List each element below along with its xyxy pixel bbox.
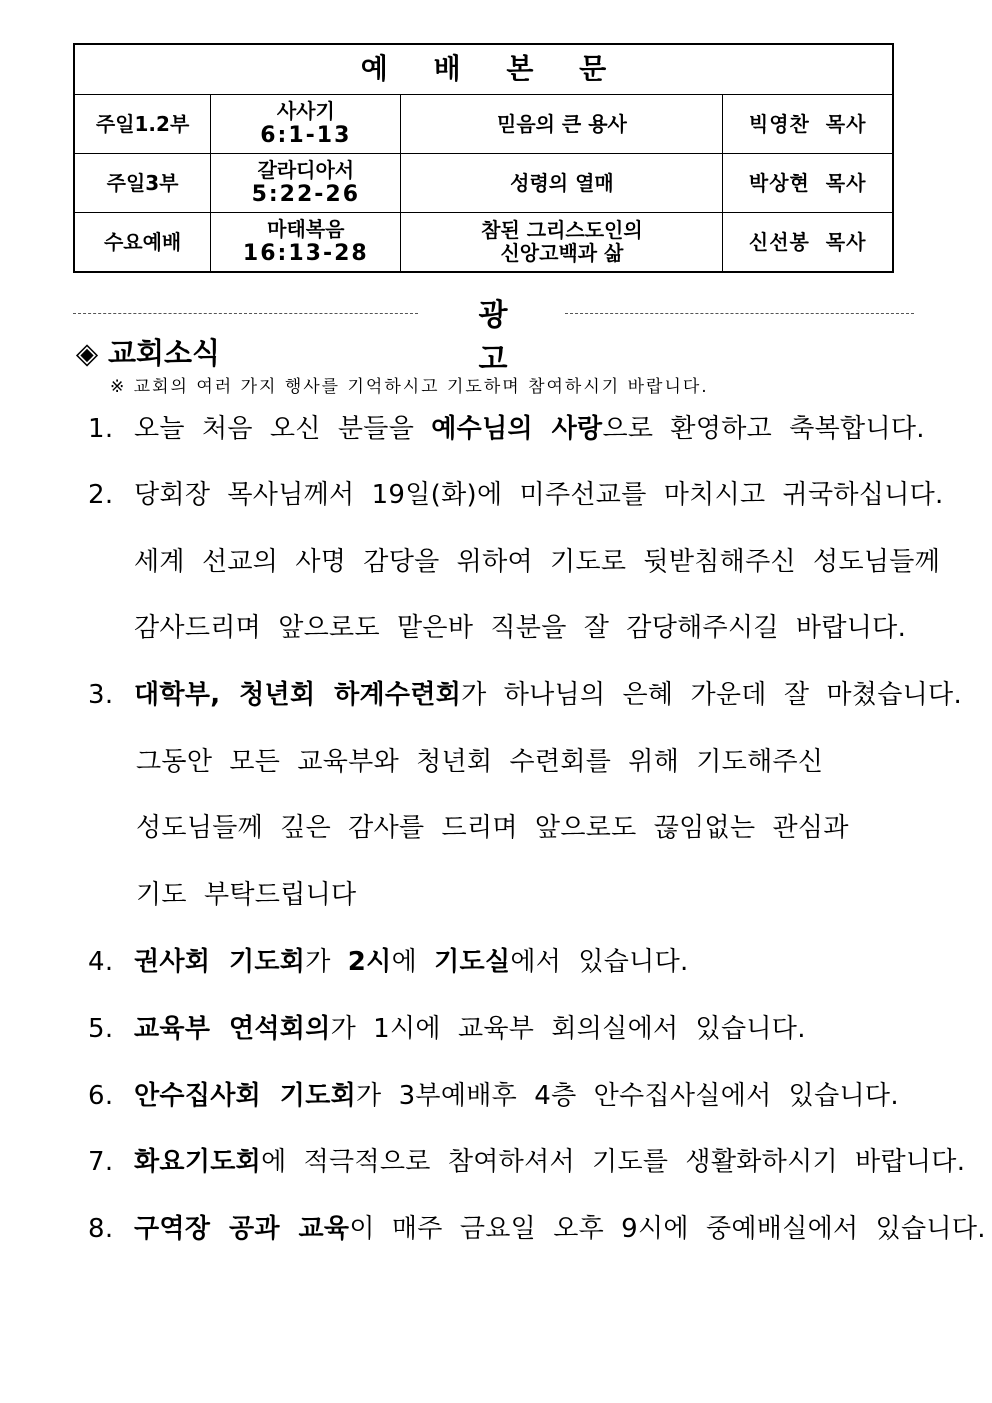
notice-item-number: 2. xyxy=(88,480,114,510)
sermon-title xyxy=(401,95,723,154)
sermon-title xyxy=(401,154,723,213)
service-name: 주일1.2부 xyxy=(74,95,211,154)
notice-item-line xyxy=(88,1141,965,1178)
service-name: 주일3부 xyxy=(74,154,211,213)
notice-item-line xyxy=(88,674,962,711)
dashed-rule-left xyxy=(73,313,418,314)
notice-item-text: 성도님들께 깊은 감사를 드리며 앞으로도 끊임없는 관심과 xyxy=(136,813,849,843)
notice-item-text: 에 xyxy=(391,947,435,977)
notice-item-number: 5. xyxy=(88,1014,114,1044)
notice-item-text: 가 xyxy=(305,947,348,977)
notice-item-line xyxy=(88,408,925,445)
notice-item-highlight: 구역장 공과 교육 xyxy=(134,1214,350,1244)
preacher-name: 빅영찬 목사 xyxy=(723,95,893,154)
notice-item-line xyxy=(88,474,944,511)
notice-item-highlight: 대학부, 청년회 하계수련회 xyxy=(134,680,462,710)
scripture-book: 마태복음 xyxy=(267,216,345,241)
notice-item-text: 당회장 목사님께서 19일(화)에 미주선교를 마치시고 귀국하십니다. xyxy=(134,480,944,510)
notice-item-text: 으로 환영하고 축복합니다. xyxy=(602,414,925,444)
sermon-title xyxy=(401,213,723,273)
notice-item-highlight: 예수님의 사랑 xyxy=(431,414,603,444)
notice-item-highlight: 기도실 xyxy=(434,947,511,977)
notice-item-number: 3. xyxy=(88,680,114,710)
section-note: ※ 교회의 여러 가지 행사를 기억하시고 기도하며 참여하시기 바랍니다. xyxy=(110,377,709,397)
notice-item-line xyxy=(88,941,689,978)
scripture-book: 갈라디아서 xyxy=(257,157,355,182)
notice-item-text: 기도 부탁드립니다 xyxy=(136,880,357,910)
service-name: 수요예배 xyxy=(74,213,211,273)
notice-item-number: 4. xyxy=(88,947,114,977)
scripture xyxy=(211,154,401,213)
worship-row xyxy=(74,95,893,154)
notice-item-text: 에 적극적으로 참여하셔서 기도를 생활화하시기 바랍니다. xyxy=(261,1147,966,1177)
notice-item-line xyxy=(88,1075,899,1112)
notice-title: 광 고 xyxy=(478,298,552,377)
notice-item-line xyxy=(136,874,356,911)
worship-table-title: 예 배 본 문 xyxy=(74,44,893,95)
notice-item-highlight: 안수집사회 기도회 xyxy=(134,1081,357,1111)
sermon-title-line: 성령의 열매 xyxy=(510,170,614,195)
notice-item-text: 이 매주 금요일 오후 9시에 중예배실에서 있습니다. xyxy=(349,1214,986,1244)
sermon-title-line: 믿음의 큰 용사 xyxy=(497,111,627,136)
notice-item-text: 가 1시에 교육부 회의실에서 있습니다. xyxy=(330,1014,806,1044)
notice-item-number: 8. xyxy=(88,1214,114,1244)
notice-item-text: 세계 선교의 사명 감당을 위하여 기도로 뒷받침해주신 성도님들께 xyxy=(134,547,941,577)
scripture-verse: 6:1-13 xyxy=(260,122,352,148)
sermon-title-line: 신앙고백과 삶 xyxy=(500,241,624,265)
preacher-name: 신선봉 목사 xyxy=(723,213,893,273)
worship-row xyxy=(74,213,893,273)
section-title: 교회소식 xyxy=(108,336,221,370)
sermon-title-line: 참된 그리스도인의 xyxy=(481,218,643,242)
notice-item-highlight: 2시 xyxy=(347,947,392,977)
scripture xyxy=(211,95,401,154)
diamond-icon: ◈ xyxy=(75,336,99,370)
notice-item-text: 감사드리며 앞으로도 맡은바 직분을 잘 감당해주시길 바랍니다. xyxy=(134,613,907,643)
scripture xyxy=(211,213,401,273)
notice-item-line xyxy=(136,741,823,778)
notice-item-line xyxy=(88,1208,986,1245)
notice-item-text: 가 3부예배후 4층 안수집사실에서 있습니다. xyxy=(356,1081,899,1111)
notice-item-number: 6. xyxy=(88,1081,114,1111)
notice-item-line xyxy=(136,807,849,844)
scripture-verse: 16:13-28 xyxy=(242,240,369,266)
notice-item-text: 그동안 모든 교육부와 청년회 수련회를 위해 기도해주신 xyxy=(136,747,824,777)
notice-item-number: 7. xyxy=(88,1147,114,1177)
preacher-name: 박상현 목사 xyxy=(723,154,893,213)
notice-item-number: 1. xyxy=(88,414,114,444)
worship-row xyxy=(74,154,893,213)
scripture-verse: 5:22-26 xyxy=(251,181,361,207)
notice-item-text: 가 하나님의 은혜 가운데 잘 마쳤습니다. xyxy=(461,680,963,710)
worship-scripture-table xyxy=(73,43,894,273)
notice-item-text: 에서 있습니다. xyxy=(510,947,689,977)
notice-item-text: 오늘 처음 오신 분들을 xyxy=(134,414,432,444)
notice-item-line xyxy=(88,1008,806,1045)
notice-item-line xyxy=(134,541,940,578)
scripture-book: 사사기 xyxy=(276,98,335,123)
section-header xyxy=(74,331,220,372)
dashed-rule-right xyxy=(565,313,914,314)
notice-item-highlight: 권사회 기도회 xyxy=(134,947,306,977)
notice-item-line xyxy=(134,607,906,644)
notice-item-highlight: 교육부 연석회의 xyxy=(134,1014,331,1044)
notice-item-highlight: 화요기도회 xyxy=(134,1147,262,1177)
